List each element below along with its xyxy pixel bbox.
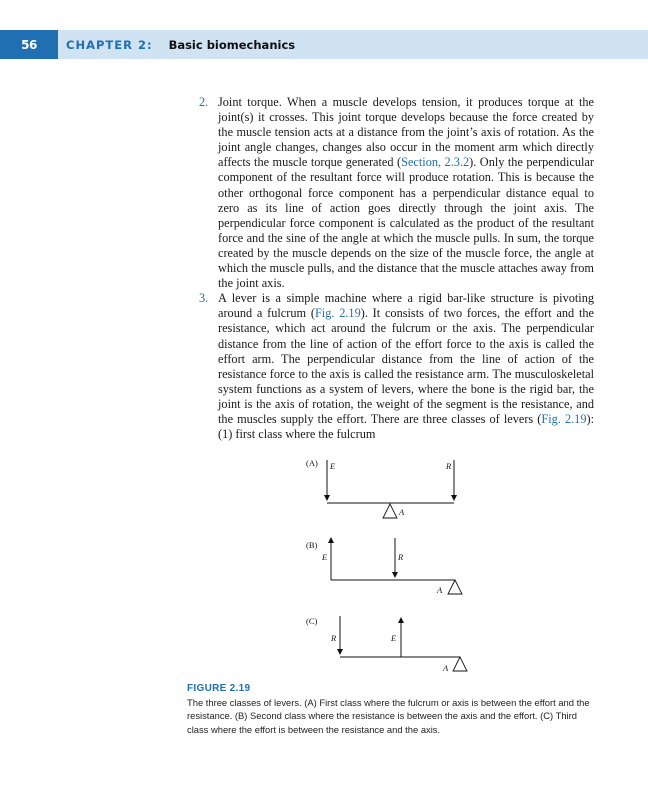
lever-classes-figure (300, 458, 480, 680)
figure-caption (187, 682, 592, 736)
list-number: 2. (199, 95, 209, 109)
running-header (0, 30, 648, 59)
panel-b-effort-label: E (322, 552, 328, 562)
figure-link[interactable]: Fig. 2.19 (541, 411, 587, 426)
list-item-joint-torque (199, 95, 594, 291)
paragraph-text: Joint torque. When a muscle develops tension, it produces torque at the joint(s) it crosses. This joint torque develops because the force created by the muscle tension acts at a distance from the joint’s axis of rotation. As the joint angle changes, changes also occur in the moment arm which directly affects the muscle torque generated ( (218, 95, 594, 170)
panel-a-effort-label: E (330, 461, 336, 471)
panel-c-fulcrum (453, 657, 467, 671)
panel-a-axis-label: A (399, 507, 405, 517)
panel-b-second-class (306, 538, 462, 595)
panel-c-effort-label: E (391, 633, 397, 643)
figure-link[interactable]: Fig. 2.19 (314, 306, 361, 321)
caption-text: The three classes of levers. (A) First class where the fulcrum or axis is between the effort and the resistance. (B) Second class where the resistance is between the axis and the effort. (C) Third class where the effort is between the resistance and the axis. (187, 696, 590, 735)
panel-a-first-class (306, 458, 454, 518)
panel-b-axis-label: A (437, 585, 443, 595)
paragraph-text: ): (1) first class where the fulcrum (218, 411, 594, 442)
chapter-title: Basic biomechanics (168, 37, 296, 52)
body-text (199, 95, 594, 442)
paragraph-text: ). Only the perpendicular component of the resultant force will produce rotation. This is because the other orthogonal force component has a perpendicular distance equal to zero as its line of action goes directly through the joint axis. The perpendicular force component is calculated as the product of the resultant force and the sine of the angle at which the muscle pulls. In sum, the torque created by the muscle depends on the size of the muscle force, the angle at which the muscle pulls, and the distance that the muscle attaches away from the joint axis. (218, 155, 594, 291)
panel-c-resistance-label: R (331, 633, 337, 643)
list-number: 3. (199, 291, 209, 306)
section-link[interactable]: Section, 2.3.2 (401, 155, 470, 170)
list-item-lever (199, 291, 594, 442)
panel-c-third-class (306, 616, 467, 673)
page-number: 56 (0, 30, 58, 59)
chapter-label: CHAPTER 2: (66, 37, 153, 52)
paragraph-text: ). It consists of two forces, the effort and the resistance, which act around the fulcrum or the axis. The perpendicular distance from the line of action of the effort force to the axis is called the effort arm. The perpendicular distance from the line of action of the resistance force to the axis is called the resistance arm. The musculoskeletal system functions as a system of levers, where the bone is the rigid bar, the joint is the axis of rotation, the weight of the segment is the resistance, and the muscles supply the effort. There are three classes of levers ( (218, 306, 595, 426)
panel-c-axis-label: A (443, 663, 449, 673)
panel-a-fulcrum (383, 504, 397, 518)
panel-b-fulcrum (448, 580, 462, 594)
panel-a-label: (A) (306, 458, 318, 468)
caption-title: FIGURE 2.19 (187, 683, 251, 694)
paragraph-text: A lever is a simple machine where a rigid bar-like structure is pivoting around a fulcrum ( (218, 291, 594, 321)
panel-b-label: (B) (306, 540, 318, 550)
panel-a-resistance-label: R (446, 461, 452, 471)
panel-c-label: (C) (306, 616, 318, 626)
panel-b-resistance-label: R (398, 552, 404, 562)
